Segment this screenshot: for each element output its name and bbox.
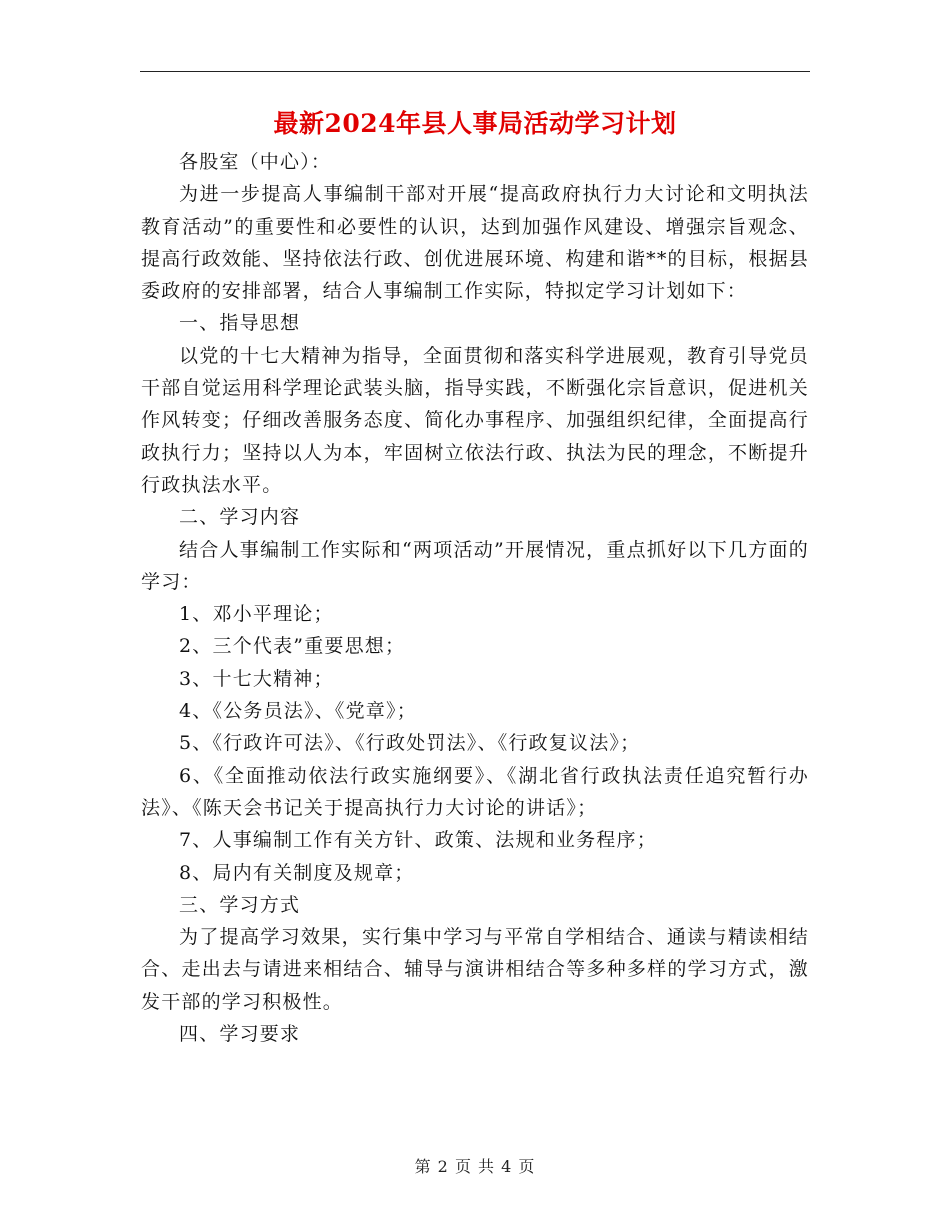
document-body bbox=[141, 146, 809, 1050]
list-item-7: 7、人事编制工作有关方针、政策、法规和业务程序； bbox=[179, 829, 657, 852]
list-item-8: 8、局内有关制度及规章； bbox=[179, 861, 415, 884]
content-intro-paragraph: 结合人事编制工作实际和“两项活动”开展情况，重点抓好以下几方面的学习： bbox=[141, 538, 809, 593]
intro-paragraph: 为进一步提高人事编制干部对开展“提高政府执行力大讨论和文明执法教育活动”的重要性和必要性的认识，达到加强作风建设、增强宗旨观念、提高行政效能、坚持依法行政、创优进展环境、构建和谐**的目标，根据县委政府的安排部署，结合人事编制工作实际，特拟定学习计划如下： bbox=[141, 183, 809, 303]
guiding-thought-paragraph: 以党的十七大精神为指导，全面贯彻和落实科学进展观，教育引导党员干部自觉运用科学理论武装头脑，指导实践，不断强化宗旨意识，促进机关作风转变；仔细改善服务态度、简化办事程序、加强组织纪律，全面提高行政执行力；坚持以人为本，牢固树立依法行政、执法为民的理念，不断提升行政执法水平。 bbox=[141, 344, 809, 496]
list-item-4: 4、《公务员法》、《党章》； bbox=[179, 700, 417, 723]
header-rule bbox=[140, 71, 810, 72]
section-heading-3: 三、学习方式 bbox=[179, 893, 301, 916]
list-item-5: 5、《行政许可法》、《行政处罚法》、《行政复议法》； bbox=[179, 732, 641, 755]
list-item-2: 2、三个代表”重要思想； bbox=[179, 635, 406, 658]
list-item-3: 3、十七大精神； bbox=[179, 667, 334, 690]
section-heading-4: 四、学习要求 bbox=[179, 1023, 301, 1046]
document-title: 最新2024年县人事局活动学习计划 bbox=[273, 109, 677, 138]
page-footer: 第 2 页 共 4 页 bbox=[414, 1157, 536, 1176]
section-heading-1: 一、指导思想 bbox=[179, 312, 301, 335]
list-item-1: 1、邓小平理论； bbox=[179, 603, 334, 626]
section-heading-2: 二、学习内容 bbox=[179, 506, 301, 529]
list-item-6: 6、《全面推动依法行政实施纲要》、《湖北省行政执法责任追究暂行办法》、《陈天会书记关于提高执行力大讨论的讲话》； bbox=[141, 764, 809, 819]
study-method-paragraph: 为了提高学习效果，实行集中学习与平常自学相结合、通读与精读相结合、走出去与请进来相结合、辅导与演讲相结合等多种多样的学习方式，激发干部的学习积极性。 bbox=[141, 926, 809, 1013]
salutation: 各股室（中心）： bbox=[179, 151, 332, 173]
